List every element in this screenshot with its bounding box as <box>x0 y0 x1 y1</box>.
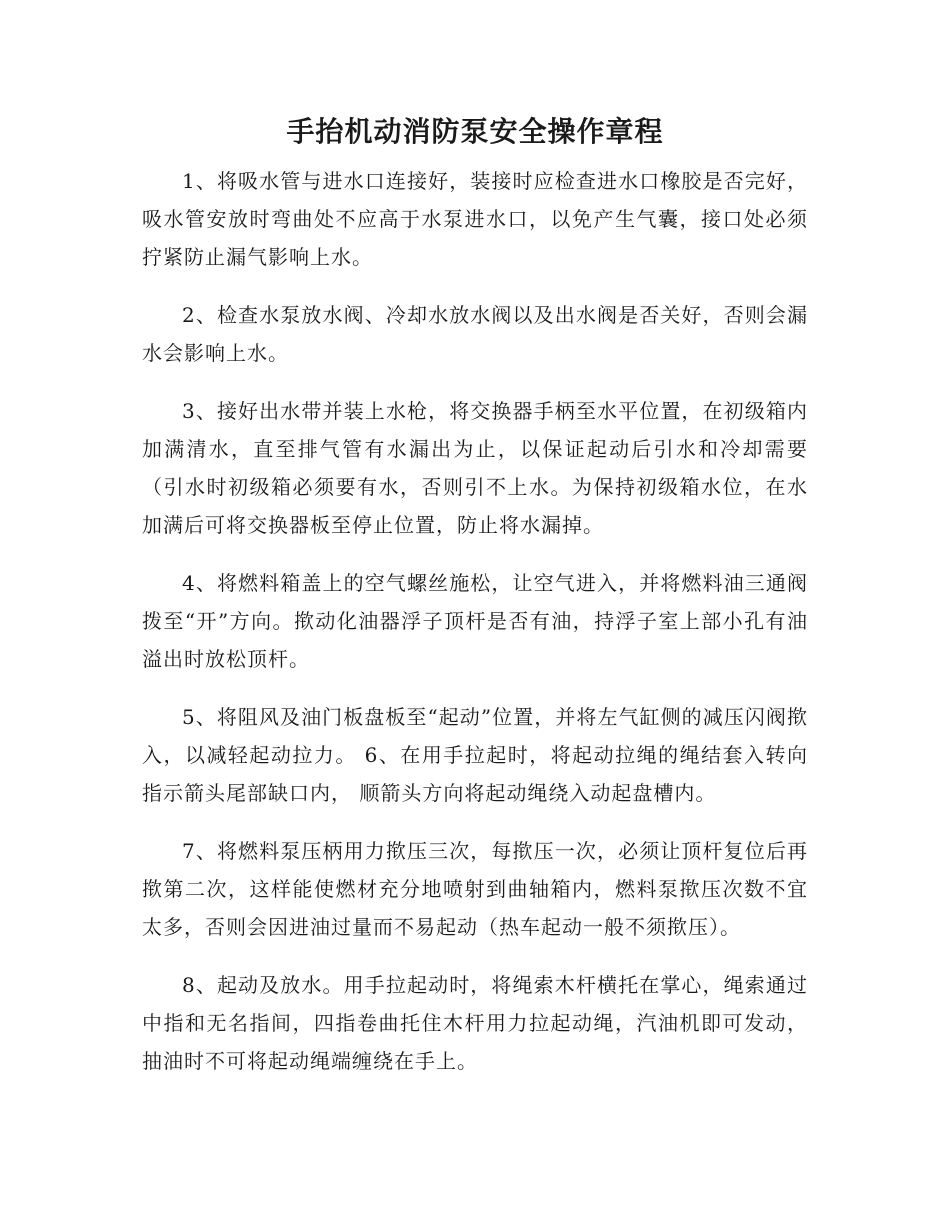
paragraph-2: 2、检查水泵放水阀、冷却水放水阀以及出水阀是否关好，否则会漏水会影响上水。 <box>142 303 808 365</box>
paragraph-5: 5、将阻风及油门板盘板至“起动”位置，并将左气缸侧的减压闪阀揿入，以减轻起动拉力。 6、在用手拉起时，将起动拉绳的绳结套入转向指示箭头尾部缺口内， 顺箭头方向将起动绳绕入动起盘槽内。 <box>142 705 808 805</box>
paragraph-8: 8、起动及放水。用手拉起动时，将绳索木杆横托在掌心，绳索通过中指和无名指间，四指卷曲托住木杆用力拉起动绳，汽油机即可发动，抽油时不可将起动绳端缠绕在手上。 <box>142 973 808 1073</box>
paragraph-4: 4、将燃料箱盖上的空气螺丝施松，让空气进入，并将燃料油三通阀拨至“开”方向。揿动化油器浮子顶杆是否有油，持浮子室上部小孔有油溢出时放松顶杆。 <box>142 571 808 671</box>
paragraph-3: 3、接好出水带并装上水枪，将交换器手柄至水平位置，在初级箱内加满清水，直至排气管有水漏出为止，以保证起动后引水和冷却需要（引水时初级箱必须要有水，否则引不上水。为保持初级箱水位，在水加满后可将交换器板至停止位置，防止将水漏掉。 <box>142 399 808 537</box>
paragraph-1: 1、将吸水管与进水口连接好，装接时应检查进水口橡胶是否完好，吸水管安放时弯曲处不应高于水泵进水口，以免产生气囊，接口处必须拧紧防止漏气影响上水。 <box>142 169 808 269</box>
document-title: 手抬机动消防泵安全操作章程 <box>286 115 664 148</box>
paragraph-7: 7、将燃料泵压柄用力揿压三次，每揿压一次，必须让顶杆复位后再揿第二次，这样能使燃材充分地喷射到曲轴箱内，燃料泵揿压次数不宜太多，否则会因进油过量而不易起动（热车起动一般不须揿压）。 <box>142 839 808 939</box>
